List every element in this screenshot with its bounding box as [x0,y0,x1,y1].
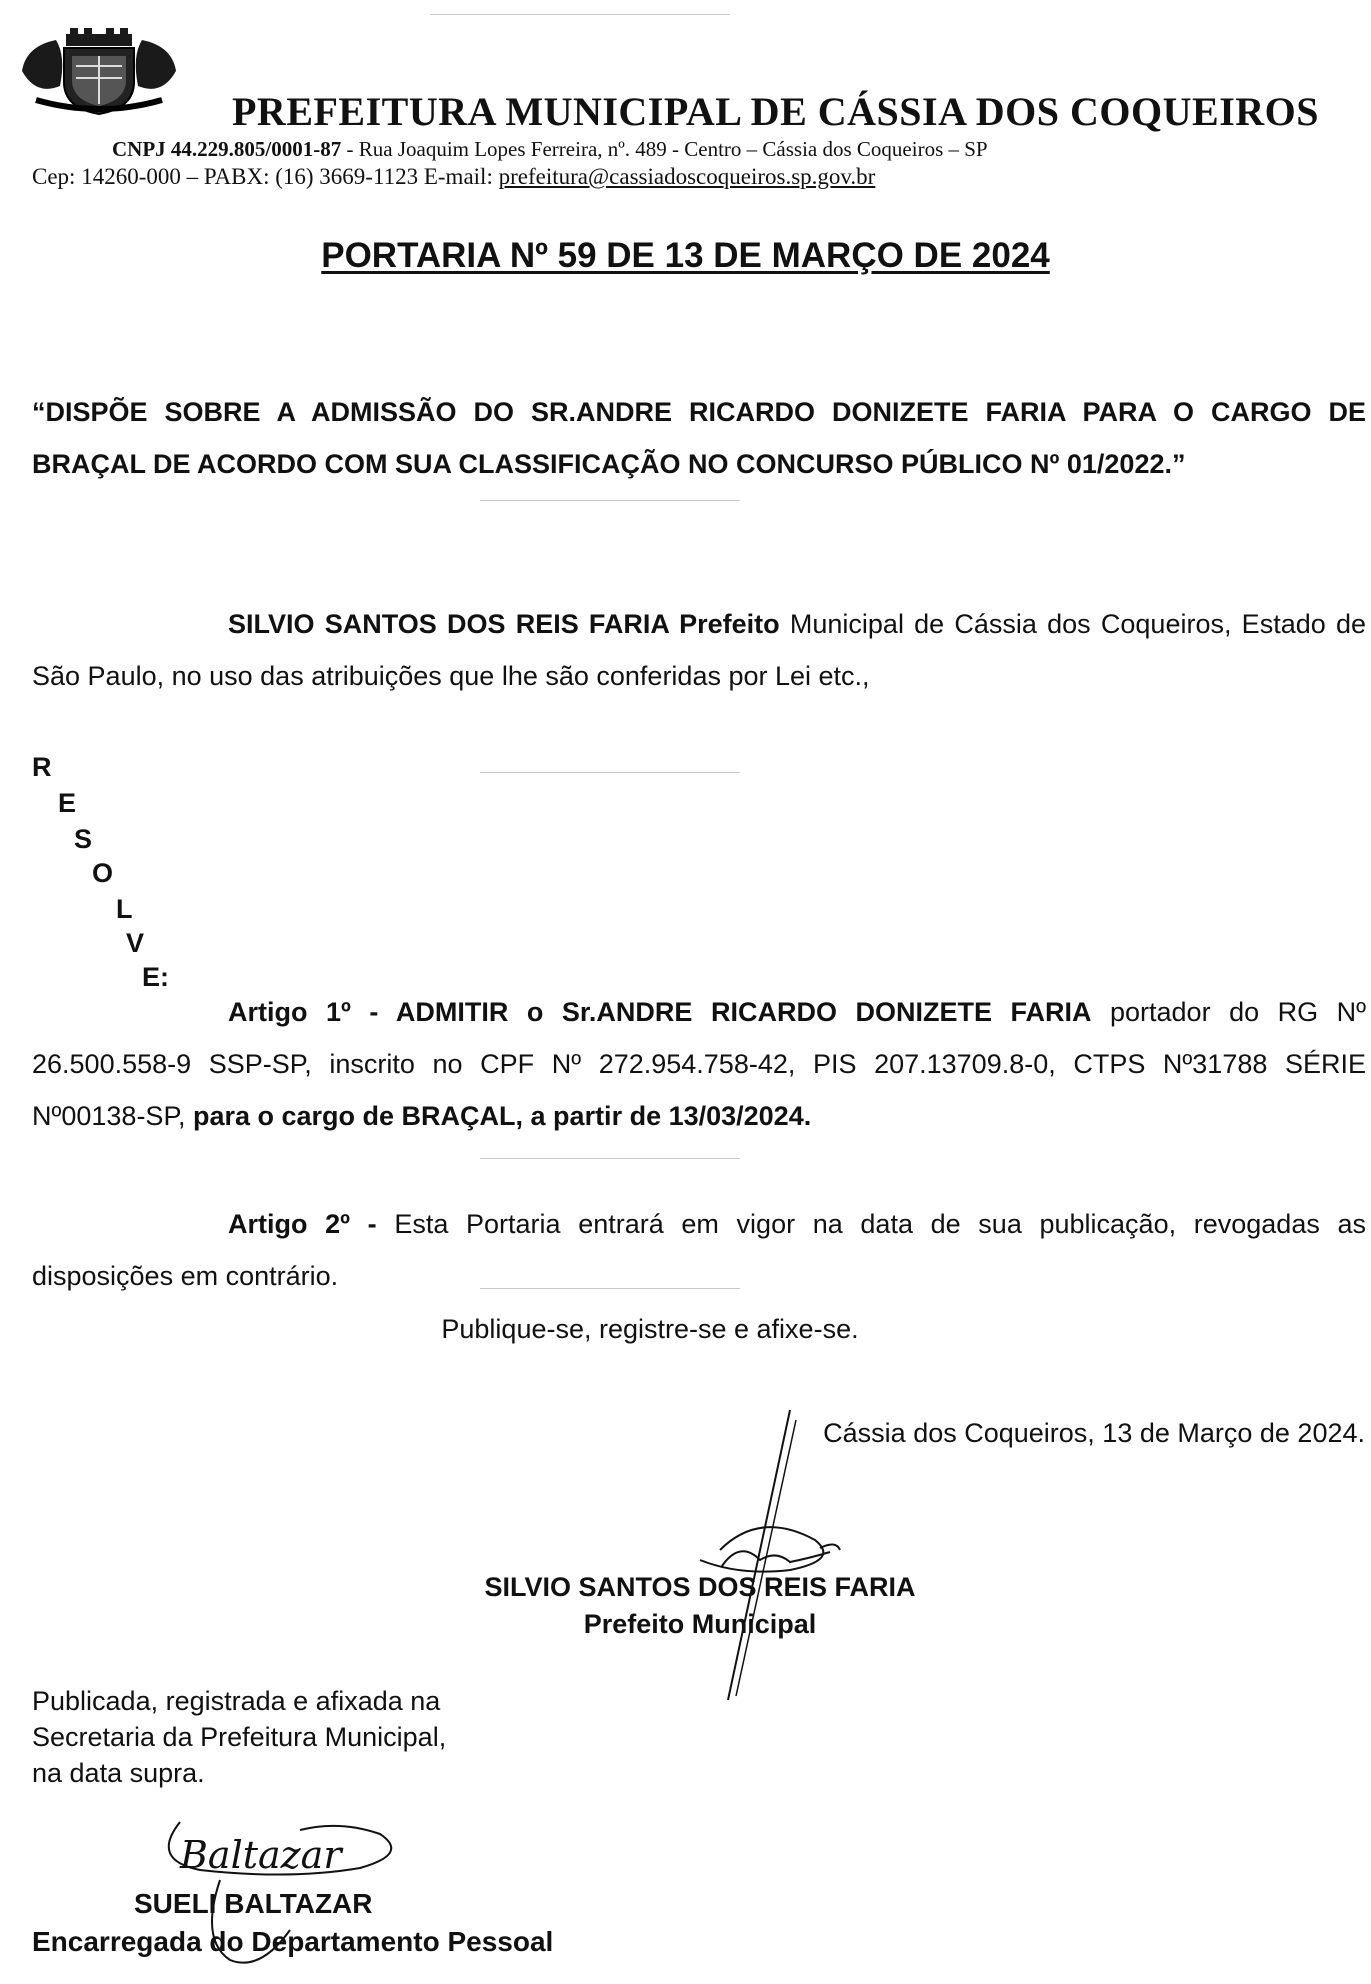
handwritten-name: Baltazar [180,1833,342,1877]
scan-artifact-line [480,1288,740,1289]
document-title: PORTARIA Nº 59 DE 13 DE MARÇO DE 2024 [321,236,1050,275]
article-1-bold-end: para o cargo de BRAÇAL, a partir de 13/03/2024. [192,1101,812,1131]
signatory-name: SILVIO SANTOS DOS REIS FARIA [484,1572,916,1602]
footer-note-line: Secretaria da Prefeitura Municipal, [32,1722,447,1752]
article-2-text: Esta Portaria entrará em vigor na data de sua publicação, revogadas as disposições em contrário. [32,1209,1367,1291]
resolve-letter: S [74,824,93,854]
publish-line: Publique-se, registre-se e afixe-se. [441,1314,859,1344]
scan-artifact-line [480,772,740,773]
hr-signatory-name: SUELI BALTAZAR [134,1888,373,1919]
article-1-label: Artigo 1º - ADMITIR o Sr.ANDRE RICARDO DONIZETE FARIA [228,997,1092,1027]
header-email-link[interactable]: prefeitura@cassiadoscoqueiros.sp.gov.br [498,164,876,189]
scan-artifact-line [480,1158,740,1159]
header-contact: Cep: 14260-000 – PABX: (16) 3669-1123 E-mail: [32,164,499,189]
scan-artifact-line [480,500,740,501]
header-address: - Rua Joaquim Lopes Ferreira, nº. 489 - Centro – Cássia dos Coqueiros – SP [341,137,988,161]
header-cnpj: CNPJ 44.229.805/0001-87 [112,137,342,161]
resolve-letter: E [58,788,77,818]
preamble-paragraph [32,598,1366,702]
article-1 [32,986,1366,1142]
footer-note-line: Publicada, registrada e afixada na [32,1686,441,1716]
article-2 [32,1198,1366,1302]
scan-artifact-line [430,14,730,15]
document-summary: “DISPÕE SOBRE A ADMISSÃO DO SR.ANDRE RICARDO DONIZETE FARIA PARA O CARGO DE BRAÇAL DE ACORDO COM SUA CLASSIFICAÇÃO NO CONCURSO PÚBLICO Nº 01/2022.” [32,397,1366,479]
resolve-letter: E: [142,962,169,992]
footer-note-line: na data supra. [32,1758,205,1788]
article-1-text: portador do RG Nº 26.500.558-9 SSP-SP, inscrito no CPF Nº 272.954.758-42, PIS 207.13709.8-0, CTPS Nº31788 SÉRIE Nº00138-SP, [32,997,1366,1131]
preamble-bold: SILVIO SANTOS DOS REIS FARIA Prefeito [228,609,780,639]
article-2-label: Artigo 2º - [228,1209,377,1239]
signatory-role: Prefeito Municipal [583,1609,817,1639]
header-contact-line [32,164,875,190]
municipal-crest-logo [16,26,182,116]
hr-signatory-role: Encarregada do Departamento Pessoal [32,1926,554,1957]
preamble-text: Municipal de Cássia dos Coqueiros, Estado de São Paulo, no uso das atribuições que lhe são conferidas por Lei etc., [32,609,1366,691]
resolve-letter: R [32,752,52,782]
resolve-letter: L [116,894,133,924]
place-date: Cássia dos Coqueiros, 13 de Março de 2024. [823,1418,1365,1448]
mayor-signature [640,1400,880,1710]
resolve-letter: O [92,858,114,888]
header-address-line [112,137,988,162]
resolve-letter: V [126,928,145,958]
organization-name: PREFEITURA MUNICIPAL DE CÁSSIA DOS COQUEIROS [232,89,1319,134]
